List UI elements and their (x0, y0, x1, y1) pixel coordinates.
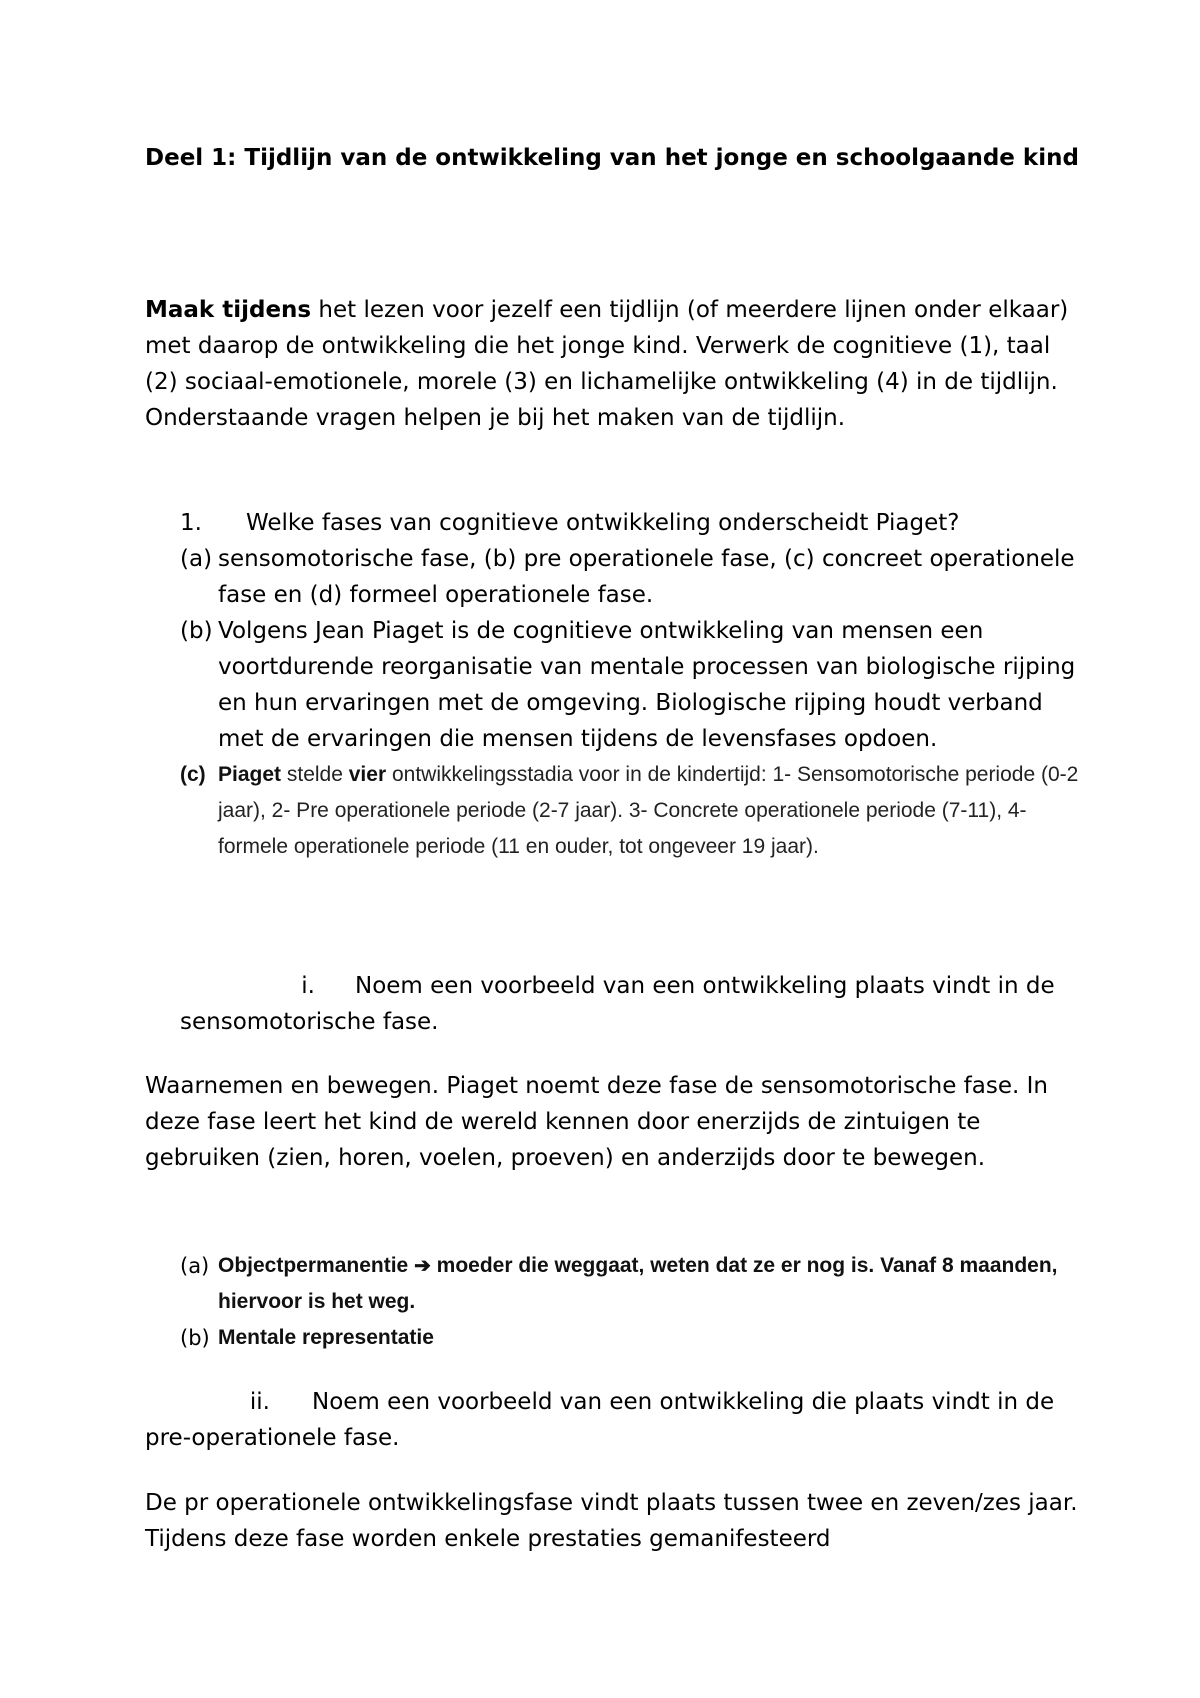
question-1-number: 1. (180, 510, 202, 536)
sub-question-i-number: i. (301, 973, 315, 999)
sub-question-ii-number: ii. (249, 1389, 270, 1415)
list-item-text: Volgens Jean Piaget is de cognitieve ontwikkeling van mensen een voortdurende reorganisatie van mentale processen van biologische rijping en hun ervaringen met de omgeving. Biologische rijping houdt verband met de ervaringen die mensen tijdens de levensfases opdoen. (218, 618, 1076, 752)
list-item-text: sensomotorische fase, (b) pre operationele fase, (c) concreet operationele fase en (d) formeel operationele fase. (218, 546, 1075, 608)
intro-bold-lead: Maak tijdens (145, 297, 312, 323)
list-item (180, 541, 1095, 613)
sub-question-ii (145, 1384, 1080, 1456)
list-item-label: (b) (180, 1326, 210, 1350)
document-title: Deel 1: Tijdlijn van de ontwikkeling van het jonge en schoolgaande kind (145, 145, 1079, 171)
answer-list-2 (180, 1248, 1095, 1356)
list-item-text-after: moeder die weggaat, weten dat ze er nog is. Vanaf 8 maanden, hiervoor is het weg. (218, 1254, 1058, 1313)
vier-bold: vier (348, 763, 387, 786)
intro-paragraph (145, 292, 1080, 436)
sub-question-ii-text: Noem een voorbeeld van een ontwikkeling die plaats vindt in de pre-operationele fase. (145, 1389, 1055, 1451)
list-item-label: (a) (180, 546, 213, 572)
list-item (180, 613, 1095, 757)
list-item-text-1: stelde (281, 763, 349, 786)
answer-list-1 (180, 541, 1095, 865)
answer-paragraph-1: Waarnemen en bewegen. Piaget noemt deze fase de sensomotorische fase. In deze fase leert het kind de wereld kennen door enerzijds de zintuigen te gebruiken (zien, horen, voelen, proeven) en anderzijds door te bewegen. (145, 1073, 1048, 1171)
list-item-text-2: ontwikkelingsstadia voor in de kindertijd: 1- Sensomotorische periode (0-2 jaar), 2- Pre operationele periode (2-7 jaar). 3- Concrete operationele periode (7-11), 4- formele operationele periode (11 en ouder, tot ongeveer 19 jaar). (218, 763, 1079, 858)
piaget-bold: Piaget (218, 763, 282, 786)
list-item-label: (a) (180, 1254, 210, 1278)
list-item-text-before: Objectpermanentie (218, 1254, 415, 1277)
question-1 (180, 505, 1100, 541)
intro-text: het lezen voor jezelf een tijdlijn (of meerdere lijnen onder elkaar) met daarop de ontwikkeling die het jonge kind. Verwerk de cognitieve (1), taal (2) sociaal-emotionele, morele (3) en lichamelijke ontwikkeling (4) in de tijdlijn. Onderstaande vragen helpen je bij het maken van de tijdlijn. (145, 297, 1069, 431)
list-item (180, 1248, 1095, 1320)
sub-question-i-text: Noem een voorbeeld van een ontwikkeling plaats vindt in de sensomotorische fase. (180, 973, 1055, 1035)
list-item-label: (c) (180, 763, 206, 786)
list-item (180, 1320, 1095, 1356)
list-item-text: Mentale representatie (218, 1326, 434, 1349)
question-1-text: Welke fases van cognitieve ontwikkeling onderscheidt Piaget? (246, 510, 960, 536)
arrow-right-icon: ➔ (414, 1255, 431, 1277)
list-item-label: (b) (180, 618, 213, 644)
sub-question-i (180, 968, 1115, 1040)
answer-paragraph-2: De pr operationele ontwikkelingsfase vindt plaats tussen twee en zeven/zes jaar. Tijdens deze fase worden enkele prestaties gemanifesteerd (145, 1490, 1078, 1552)
list-item (180, 757, 1095, 865)
